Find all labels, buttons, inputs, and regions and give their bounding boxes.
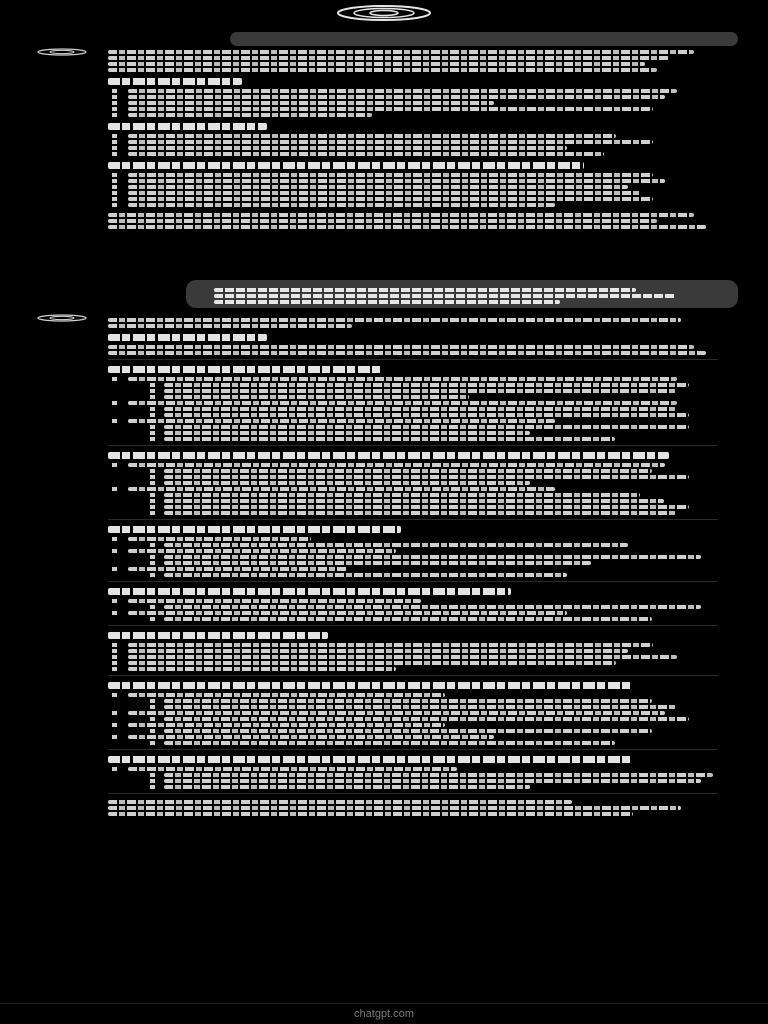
footer-domain[interactable]: chatgpt.com bbox=[354, 1008, 414, 1020]
assistant-logo-icon bbox=[34, 48, 90, 56]
user-message-bubble bbox=[186, 280, 738, 308]
footer-divider bbox=[0, 1003, 768, 1004]
openai-swirl-logo-icon bbox=[334, 4, 434, 22]
assistant-message bbox=[108, 48, 718, 231]
assistant-logo-icon bbox=[34, 314, 90, 322]
assistant-message bbox=[108, 316, 718, 818]
user-message-bubble bbox=[230, 32, 738, 46]
